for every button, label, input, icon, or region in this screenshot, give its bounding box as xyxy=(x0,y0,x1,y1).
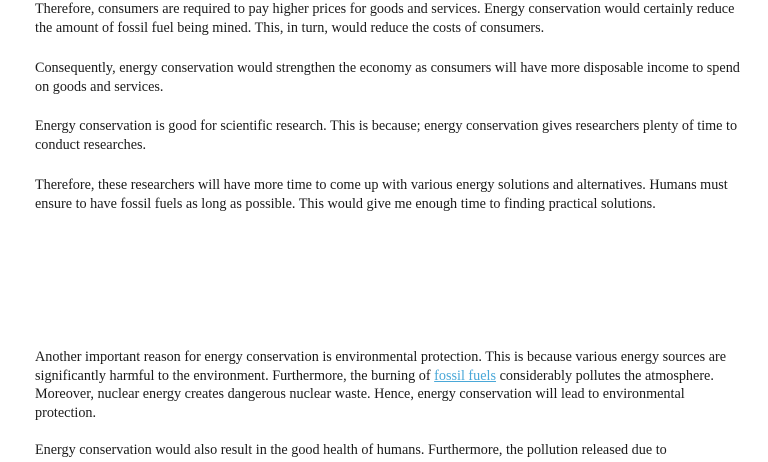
paragraph-energy-solutions: Therefore, these researchers will have more time to come up with various energy solutions and alternatives. Humans must ensure to have fossil fuels as long as possible. This would give me enough time to finding practical solutions. xyxy=(35,177,728,212)
paragraph-economy: Consequently, energy conservation would strengthen the economy as consumers will have more disposable income to spend on goods and services. xyxy=(35,60,740,95)
paragraph-consumer-prices: Therefore, consumers are required to pay higher prices for goods and services. Energy conservation would certainly reduce the amount of fossil fuel being mined. This, in turn, would reduce the costs of consumers. xyxy=(35,1,735,36)
paragraph-human-health: Energy conservation would also result in the good health of humans. Furthermore, the pollution released due to xyxy=(35,442,667,458)
paragraph-text-after-link: considerably pollutes the atmosphere. Moreover, nuclear energy creates dangerous nuclear waste. Hence, energy conservation will lead to environmental protection. xyxy=(35,367,714,422)
paragraph-scientific-research: Energy conservation is good for scientific research. This is because; energy conservation gives researchers plenty of time to conduct researches. xyxy=(35,118,738,153)
fossil-fuels-link[interactable]: fossil fuels xyxy=(434,367,497,384)
paragraph-text-before-link: Another important reason for energy conservation is environmental protection. This is because various energy sources are significantly harmful to the environment. Furthermore, the burning of xyxy=(35,349,727,384)
paragraph-environmental-protection xyxy=(35,348,745,423)
